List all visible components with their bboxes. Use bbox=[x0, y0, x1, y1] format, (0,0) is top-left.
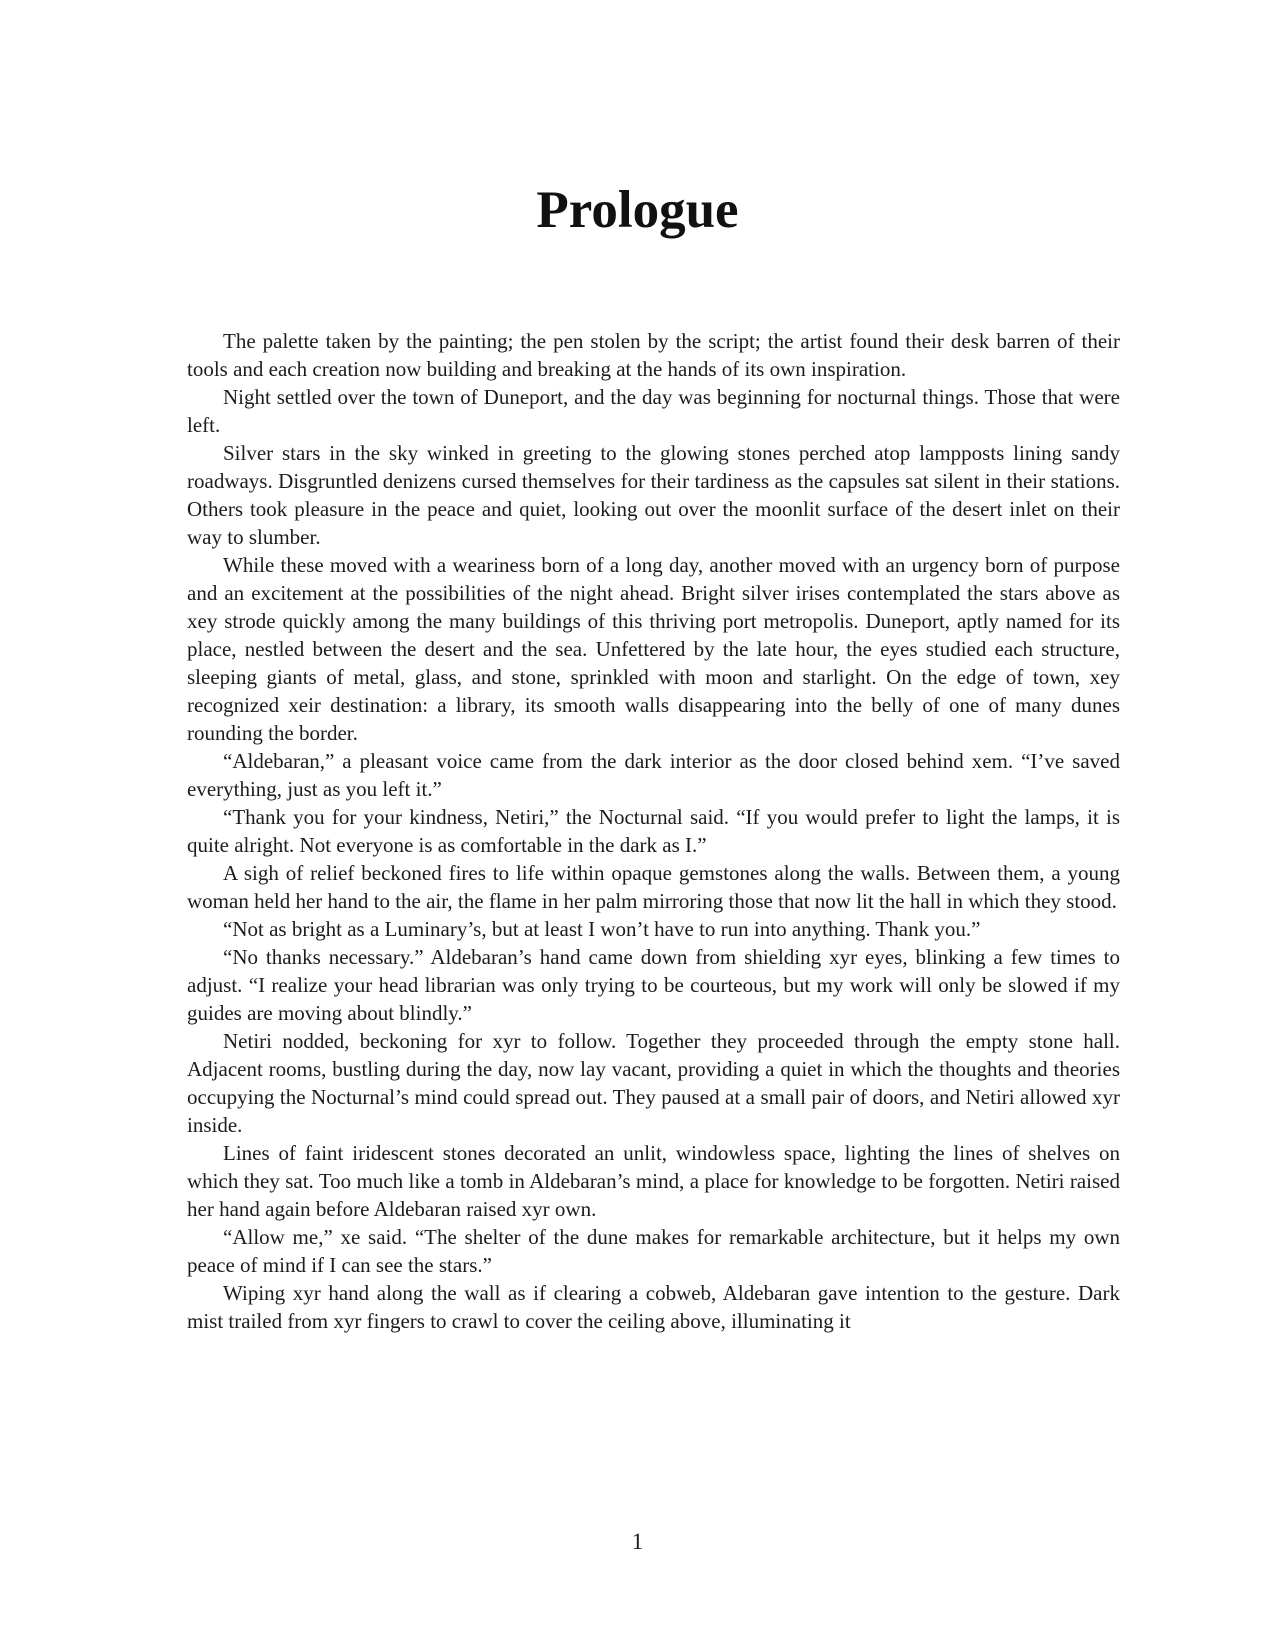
page-number: 1 bbox=[631, 1529, 644, 1554]
paragraph: Silver stars in the sky winked in greeting to the glowing stones perched atop lampposts lining sandy roadways. Disgruntled denizens cursed themselves for their tardiness as the capsules sat silent in their stations. Others took pleasure in the peace and quiet, looking out over the moonlit surface of the desert inlet on their way to slumber. bbox=[187, 441, 1120, 549]
paragraph: Wiping xyr hand along the wall as if clearing a cobweb, Aldebaran gave intention to the gesture. Dark mist trailed from xyr fingers to crawl to cover the ceiling above, illuminating it bbox=[187, 1281, 1120, 1333]
paragraph: “Not as bright as a Luminary’s, but at least I won’t have to run into anything. Thank you.” bbox=[223, 917, 981, 941]
paragraph: “Aldebaran,” a pleasant voice came from the dark interior as the door closed behind xem. “I’ve saved everything, just as you left it.” bbox=[187, 749, 1120, 801]
paragraph: A sigh of relief beckoned fires to life within opaque gemstones along the walls. Between them, a young woman held her hand to the air, the flame in her palm mirroring those that now lit the hall in which they stood. bbox=[187, 861, 1120, 913]
paragraph: “Allow me,” xe said. “The shelter of the dune makes for remarkable architecture, but it helps my own peace of mind if I can see the stars.” bbox=[187, 1225, 1120, 1277]
paragraph: Lines of faint iridescent stones decorated an unlit, windowless space, lighting the lines of shelves on which they sat. Too much like a tomb in Aldebaran’s mind, a place for knowledge to be forgotten. Netiri raised her hand again before Aldebaran raised xyr own. bbox=[187, 1141, 1120, 1221]
paragraph: Night settled over the town of Duneport, and the day was beginning for nocturnal things. Those that were left. bbox=[187, 385, 1120, 437]
paragraph: While these moved with a weariness born of a long day, another moved with an urgency born of purpose and an excitement at the possibilities of the night ahead. Bright silver irises contemplated the stars above as xey strode quickly among the many buildings of this thriving port metropolis. Duneport, aptly named for its place, nestled between the desert and the sea. Unfettered by the late hour, the eyes studied each structure, sleeping giants of metal, glass, and stone, sprinkled with moon and starlight. On the edge of town, xey recognized xeir destination: a library, its smooth walls disappearing into the belly of one of many dunes rounding the border. bbox=[187, 553, 1120, 745]
chapter-title: Prologue bbox=[536, 181, 739, 239]
paragraph: “No thanks necessary.” Aldebaran’s hand came down from shielding xyr eyes, blinking a few times to adjust. “I realize your head librarian was only trying to be courteous, but my work will only be slowed if my guides are moving about blindly.” bbox=[187, 945, 1120, 1025]
body-text bbox=[187, 327, 1120, 1335]
paragraph: The palette taken by the painting; the pen stolen by the script; the artist found their desk barren of their tools and each creation now building and breaking at the hands of its own inspiration. bbox=[187, 329, 1120, 381]
paragraph: Netiri nodded, beckoning for xyr to follow. Together they proceeded through the empty stone hall. Adjacent rooms, bustling during the day, now lay vacant, providing a quiet in which the thoughts and theories occupying the Nocturnal’s mind could spread out. They paused at a small pair of doors, and Netiri allowed xyr inside. bbox=[187, 1029, 1120, 1137]
paragraph: “Thank you for your kindness, Netiri,” the Nocturnal said. “If you would prefer to light the lamps, it is quite alright. Not everyone is as comfortable in the dark as I.” bbox=[187, 805, 1120, 857]
